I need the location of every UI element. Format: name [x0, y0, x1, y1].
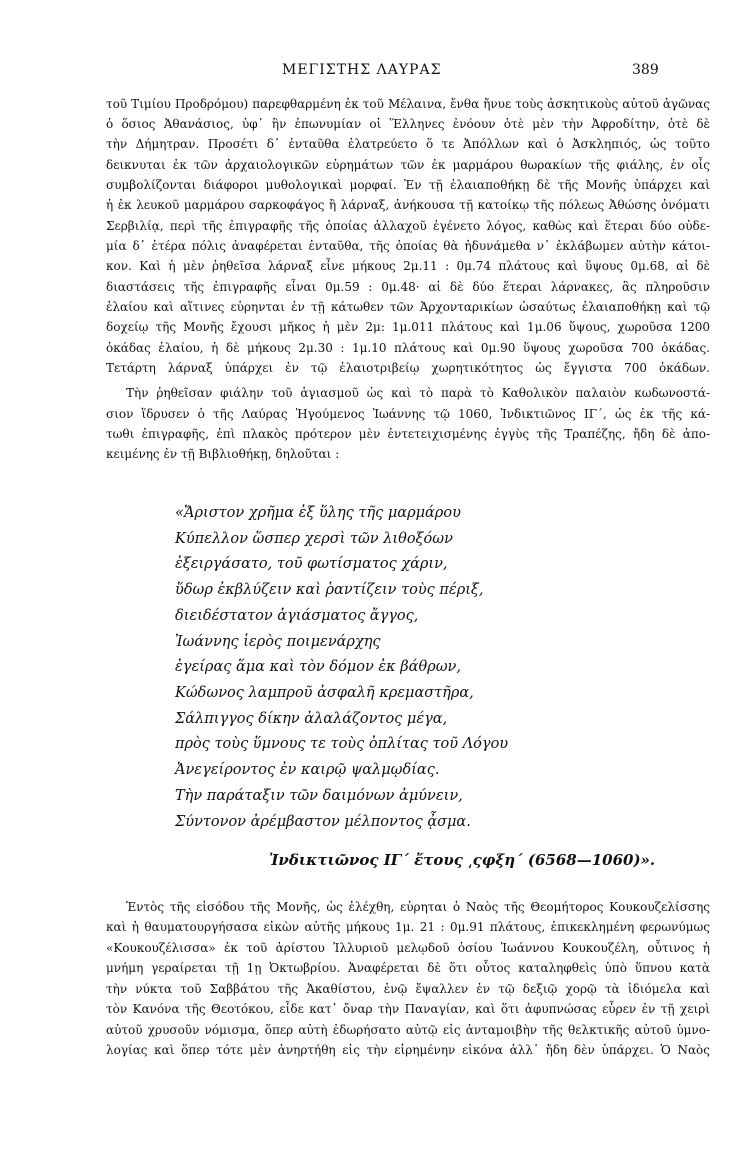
inscription-dating: Ἰνδικτιῶνος ΙΓ´ ἔτους ͵ςφξη´ (6568—1060)». — [269, 851, 656, 869]
verse-line: διειδέστατον ἁγιάσματος ἄγγος, — [175, 608, 419, 624]
verse-line: Τὴν παράταξιν τῶν δαιμόνων ἀμύνειν, — [175, 788, 463, 804]
text-line: Σερβιλίᾳ, περὶ τῆς ἐπιγραφῆς τῆς ὁποίας ἀλλαχοῦ ἐγένετο λόγος, καθὼς καὶ ἕτεραι δύο οὐδε- — [106, 219, 710, 233]
text-line: ἡ ἐκ λευκοῦ μαρμάρου σαρκοφάγος ἢ λάρναξ, ἀνήκουσα τῇ κατοίκῳ τῆς πόλεως Ἀθώσης ὀνόματι — [106, 198, 710, 212]
text-line: ὀκάδας ἐλαίου, ἡ δὲ μήκους 2μ.30 : 1μ.10 πλάτους καὶ 0μ.90 ὕψους χωροῦσα 700 ὀκάδας. — [106, 341, 710, 355]
verse-line: ἐξειργάσατο, τοῦ φωτίσματος χάριν, — [175, 556, 448, 572]
text-line: «Κουκουζέλισσα» ἐκ τοῦ ἀρίστου Ἰλλυριοῦ μελῳδοῦ ὁσίου Ἰωάννου Κουκουζέλη, οὗτινος ἡ — [106, 941, 710, 955]
verse-line: Κώδωνος λαμπροῦ ἀσφαλῆ κρεμαστῆρα, — [175, 685, 474, 701]
text-line: διαστάσεις τῆς ἐπιγραφῆς εἶναι 0μ.59 : 0μ.48· αἱ δὲ δύο ἕτεραι λάρνακες, ἃς πληροῦσιν — [106, 280, 710, 294]
text-line: αὐτοῦ χρυσοῦν νόμισμα, ὅπερ αὐτὴ ἐδωρήσατο αὐτῷ εἰς ἀνταμοιβὴν τῆς θελκτικῆς αὐτοῦ ὑμνο- — [106, 1023, 710, 1037]
verse-line: «Ἄριστον χρῆμα ἐξ ὕλης τῆς μαρμάρου — [175, 505, 461, 521]
text-line: κειμένης ἐν τῇ Βιβλιοθήκῃ, δηλοῦται : — [106, 447, 340, 461]
verse-line: ὕδωρ ἐκβλύζειν καὶ ῥαντίζειν τοὺς πέριξ, — [175, 582, 484, 598]
text-line: δεικνυται ἐκ τῶν ἀρχαιολογικῶν εὑρημάτων τῶν ἐκ μαρμάρου θωρακίων τῆς φιάλης, ἐν οἷς — [106, 158, 710, 172]
text-line: καὶ ἡ θαυματουργήσασα εἰκὼν αὐτῆς μήκους 1μ. 21 : 0μ.91 πλάτους, ἐπικεκλημένη φερωνύμως — [106, 920, 710, 934]
running-title: ΜΕΓΙΣΤΗΣ ΛΑΥΡΑΣ — [282, 62, 442, 78]
page-number: 389 — [632, 62, 659, 78]
text-line: τὴν νύκτα τοῦ Σαββάτου τῆς Ἀκαθίστου, ἐνῷ ἔψαλλεν ἐν τῷ δεξιῷ χορῷ τὰ ἰδιόμελα καὶ — [106, 982, 710, 996]
text-line: δοχείῳ τῆς Μονῆς ἔχουσι μῆκος ἡ μὲν 2μ: 1μ.011 πλάτους καὶ 1μ.06 ὕψους, χωροῦσα 1200 — [106, 320, 710, 334]
text-line: Τὴν ῥηθεῖσαν φιάλην τοῦ ἁγιασμοῦ ὡς καὶ τὸ παρὰ τὸ Καθολικὸν παλαιὸν κωδωνοστά- — [126, 386, 710, 400]
text-line: τοῦ Τιμίου Προδρόμου) παρεφθαρμένη ἐκ τοῦ Μέλαινα, ἔνθα ἤνυε τοὺς ἀσκητικοὺς αὐτοῦ ἀγῶνας — [106, 97, 710, 111]
verse-line: Σύντονον ἀρέμβαστον μέλποντος ᾆσμα. — [175, 814, 471, 830]
text-line: Τετάρτη λάρναξ ὑπάρχει ἐν τῷ ἐλαιοτριβείῳ χωρητικότητος ὡς ἔγγιστα 700 ὀκάδων. — [106, 361, 710, 375]
verse-line: Ἀνεγείροντος ἐν καιρῷ ψαλμῳδίας. — [175, 762, 440, 778]
page-header — [0, 62, 735, 84]
text-line: μία δ᾽ ἑτέρα πόλις ἀναφέρεται ἐνταῦθα, τῆς ὁποίας θὰ ἠδυνάμεθα ν᾽ ἐκλάβωμεν αὐτὴν κάτοι- — [106, 239, 710, 253]
text-line: μνήμη γεραίρεται τῇ 1ῃ Ὀκτωβρίου. Ἀναφέρεται δὲ ὅτι οὗτος καταληφθεὶς ὑπὸ ὕπνου κατὰ — [106, 961, 710, 975]
verse-line: Ἰωάννης ἱερὸς ποιμενάρχης — [175, 634, 381, 650]
text-line: ὁ ὅσιος Ἀθανάσιος, ὑφ᾽ ἣν ἐπωνυμίαν οἱ Ἕλληνες ἐνόουν ὁτὲ μὲν τὴν Ἀφροδίτην, ὁτὲ δὲ — [106, 117, 710, 131]
verse-line: πρὸς τοὺς ὕμνους τε τοὺς ὁπλίτας τοῦ Λόγου — [175, 736, 509, 752]
text-line: Ἐντὸς τῆς εἰσόδου τῆς Μονῆς, ὡς ἐλέχθη, εὑρηται ὁ Ναὸς τῆς Θεομήτορος Κουκουζελίσσης — [126, 900, 710, 914]
text-line: σιον ἵδρυσεν ὁ τῆς Λαύρας Ἡγούμενος Ἰωάννης τῷ 1060, Ἰνδικτιῶνος ΙΓ´, ὡς ἐκ τῆς κά- — [106, 407, 710, 421]
text-line: κον. Καὶ ἡ μὲν ῥηθεῖσα λάρναξ εἶνε μήκους 2μ.11 : 0μ.74 πλάτους καὶ ὕψους 0μ.68, αἱ δὲ — [106, 259, 710, 273]
text-line: συμβολίζονται διάφοροι μυθολογικαὶ μορφαί. Ἐν τῇ ἐλαιαποθήκῃ δὲ τῆς Μονῆς ὑπάρχει καὶ — [106, 178, 710, 192]
text-line: τωθι ἐπιγραφῆς, ἐπὶ πλακὸς πρότερον μὲν ἐντετειχισμένης ἐγγὺς τῆς Τραπέζης, ἤδη δὲ ἀπο- — [106, 427, 710, 441]
verse-line: Κύπελλον ὥσπερ χερσὶ τῶν λιθοξόων — [175, 531, 453, 547]
text-line: ἐλαίου καὶ αἵτινες εὑρηνται ἐν τῇ κάτωθεν τῶν Ἀρχονταρικίων ὡσαύτως ἐλαιαποθήκῃ καὶ τῷ — [106, 300, 710, 314]
verse-line: ἐγείρας ἅμα καὶ τὸν δόμον ἐκ βάθρων, — [175, 659, 461, 675]
text-line: τὸν Κανόνα τῆς Θεοτόκου, εἶδε κατ᾽ ὄναρ τὴν Παναγίαν, καὶ ὅτι ἀφυπνώσας εὗρεν ἐν τῇ χειρὶ — [106, 1002, 710, 1016]
text-line: λογίας καὶ ὅπερ τότε μὲν ἀνηρτήθη εἰς τὴν εἰρημένην εἰκόνα ἀλλ᾽ ἤδη δὲν ὑπάρχει. Ὁ Ναὸς — [106, 1043, 710, 1057]
text-line: τὴν Δήμητραν. Προσέτι δ᾽ ἐνταῦθα ἐλατρεύετο ὅ τε Ἀπόλλων καὶ ὁ Ἀσκληπιός, ὡς τοῦτο — [106, 137, 710, 151]
verse-line: Σάλπιγγος δίκην ἀλαλάζοντος μέγα, — [175, 711, 448, 727]
